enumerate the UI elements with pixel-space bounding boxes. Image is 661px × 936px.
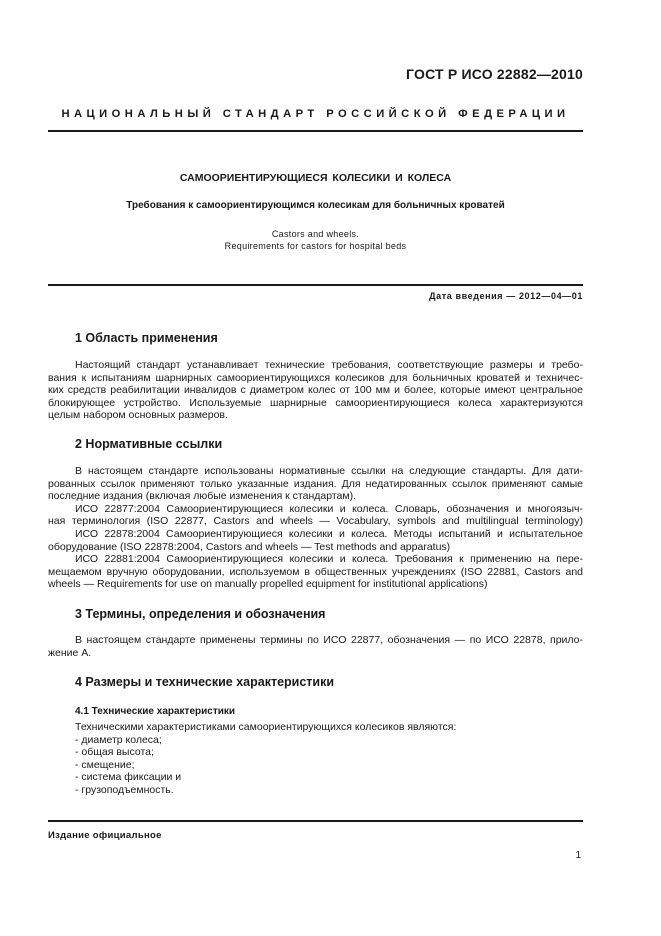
section-2-line: ная терминология (ISO 22877, Castors and wheels — Vocabulary, symbols and multilingual terminology) — [48, 515, 583, 528]
section-1-body — [48, 359, 583, 422]
footer-rule — [48, 820, 583, 822]
national-standard-banner: НАЦИОНАЛЬНЫЙ СТАНДАРТ РОССИЙСКОЙ ФЕДЕРАЦИИ — [61, 108, 570, 120]
section-2-line: оборудование (ISO 22878:2004, Castors and wheels — Test methods and apparatus) — [48, 540, 451, 553]
section-4-heading: 4 Размеры и технические характеристики — [75, 675, 335, 689]
section-2-line: последние издания (включая любые изменения к стандартам). — [48, 490, 357, 503]
section-1-line: целым набором основных размеров. — [48, 409, 228, 422]
list-item: - система фиксации и — [75, 771, 182, 784]
section-1-line: Настоящий стандарт устанавливает технические требования, соответствующие размеры и требо- — [75, 359, 583, 371]
list-item: - смещение; — [75, 758, 135, 771]
section-1-line: вания к испытаниям шарнирных самоориентирующихся колесиков для больничных кроватей и техничес- — [48, 371, 583, 384]
section-2-body — [48, 465, 583, 591]
section-3-line: В настоящем стандарте применены термины по ИСО 22877, обозначения — по ИСО 22878, прило- — [75, 634, 583, 646]
title-rule — [48, 284, 583, 286]
section-3-line: жение А. — [48, 646, 92, 659]
section-2-line: рованных ссылок применяют только указанные издания. Для недатированных ссылок применяют самые — [48, 477, 583, 490]
section-2-line: ИСО 22878:2004 Самоориентирующиеся колесики и колеса. Методы испытаний и испытательное — [75, 527, 583, 540]
section-2-line: В настоящем стандарте использованы нормативные ссылки на следующие стандарты. Для дати- — [75, 465, 583, 477]
official-edition-label: Издание официальное — [48, 830, 162, 841]
document-title: САМООРИЕНТИРУЮЩИЕСЯ КОЛЕСИКИ И КОЛЕСА — [179, 172, 452, 184]
introduction-date: Дата введения — 2012—04—01 — [429, 291, 583, 301]
section-2-line: мещаемом вручную оборудовании, используемом в общественных учреждениях (ISO 22881, Castors and — [48, 565, 583, 578]
section-3-heading: 3 Термины, определения и обозначения — [75, 607, 326, 621]
english-title — [48, 228, 583, 252]
section-2-line: wheels — Requirements for use on manually propelled equipment for institutional applications) — [48, 578, 488, 591]
characteristics-list — [75, 721, 583, 797]
list-intro: Техническими характеристиками самоориентирующихся колесиков являются: — [75, 721, 457, 733]
english-title-line-2: Requirements for castors for hospital beds — [224, 241, 407, 251]
section-1-heading: 1 Область применения — [75, 331, 218, 345]
list-item: - общая высота; — [75, 746, 154, 759]
header-rule — [48, 130, 583, 132]
page-number: 1 — [575, 850, 581, 861]
section-2-line: ИСО 22881:2004 Самоориентирующиеся колесики и колеса. Требования к применению на пере- — [75, 553, 583, 566]
list-item: - грузоподъемность. — [75, 783, 174, 796]
document-subtitle: Требования к самоориентирующимся колесикам для больничных кроватей — [126, 200, 505, 211]
subsection-4-1-heading: 4.1 Технические характеристики — [75, 706, 236, 717]
english-title-line-1: Castors and wheels. — [271, 229, 360, 239]
section-1-line: ких средств реабилитации инвалидов с диаметром колес от 100 мм и более, которые имеют центральное — [48, 384, 583, 397]
document-code: ГОСТ Р ИСО 22882—2010 — [406, 66, 583, 82]
section-2-heading: 2 Нормативные ссылки — [75, 437, 223, 451]
section-3-body — [48, 634, 583, 659]
section-1-line: блокирующее устройство. Используемые шарнирные самоориентирующиеся колеса характеризуются — [48, 396, 583, 409]
list-item: - диаметр колеса; — [75, 733, 162, 746]
section-2-line: ИСО 22877:2004 Самоориентирующиеся колесики и колеса. Словарь, обозначения и многоязыч- — [75, 502, 583, 515]
